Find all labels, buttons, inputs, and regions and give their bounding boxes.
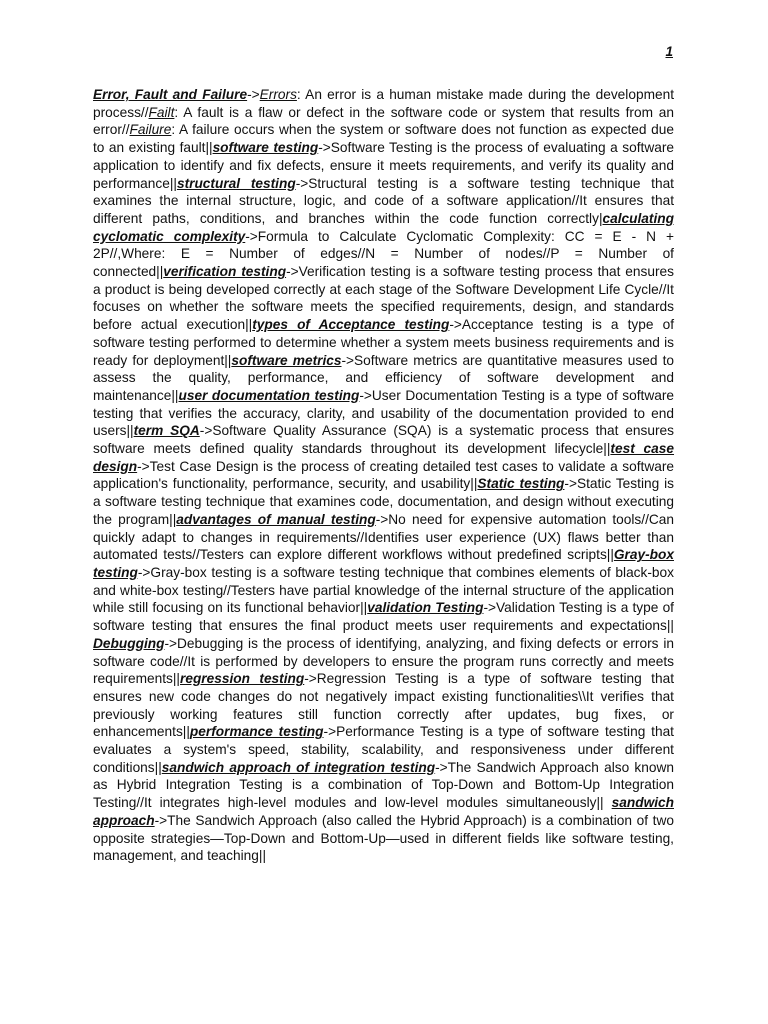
term-heading: calculating cyclomatic complexity [93, 210, 674, 244]
term-heading: Debugging [93, 635, 165, 651]
sub-term: Errors [259, 87, 297, 102]
definition-text: ->Debugging is the process of identifying, analyzing, and fixing defects or errors in software code//It is performed by developers to ensure the program runs correctly and meets requirements|| [93, 635, 674, 687]
term-heading: types of Acceptance testing [252, 317, 450, 333]
definition-text: ->Software Quality Assurance (SQA) is a systematic process that ensures software meets defined quality standards throughout its development lifecycle|| [93, 423, 674, 457]
definition-text: ->Performance Testing is a type of software testing that evaluates a system's speed, stability, scalability, and responsiveness under different conditions|| [93, 724, 674, 775]
definition-text: ->Software Testing is the process of evaluating a software application to identify and fix defects, ensure it meets requirements, and verify its quality and performance|| [93, 140, 674, 191]
term-heading: Gray-box testing [93, 547, 674, 580]
definition-text: ->Formula to Calculate Cyclomatic Complexity: CC = E - N + 2P//,Where: E = Number of edges//N = Number of nodes//P = Number of connected|| [93, 228, 674, 280]
definition-text: ->Structural testing is a software testing technique that examines the internal structure, logic, and code of a software application//It ensures that different paths, conditions, and branches within the code function correctly| [93, 175, 674, 226]
term-heading: sandwich approach of integration testing [161, 759, 436, 775]
term-heading: performance testing [189, 724, 324, 740]
term-heading: term SQA [133, 423, 200, 439]
term-heading: advantages of manual testing [176, 511, 376, 527]
term-heading: Error, Fault and Failure [93, 87, 248, 102]
definition-text: ->The Sandwich Approach also known as Hybrid Integration Testing is a combination of Top-Down and Bottom-Up Integration Testing//It integrates high-level modules and low-level modules simultaneously|| [93, 759, 674, 811]
definition-text: ->Test Case Design is the process of creating detailed test cases to validate a software application's functionality, performance, security, and usability|| [93, 458, 674, 492]
term-heading: test case design [93, 441, 675, 474]
term-heading: regression testing [180, 671, 305, 687]
term-heading: validation Testing [367, 600, 484, 616]
definition-text: ->Acceptance testing is a type of software testing performed to determine whether a system meets business requirements and is ready for deployment|| [93, 317, 674, 368]
definition-text: -> [247, 87, 260, 102]
definition-text: : An error is a human mistake made during the development process// [93, 87, 674, 120]
term-heading: software metrics [231, 352, 342, 368]
definition-text: ->No need for expensive automation tools//Can quickly adapt to changes in requirements//Identifies user experience (UX) flaws better than automated tests//Testers can explore different workflows without predefined scripts|| [93, 511, 674, 563]
document-body-text [93, 86, 674, 865]
definition-text: ->Software metrics are quantitative measures used to assess the quality, performance, and efficiency of software development and maintenance|| [93, 352, 674, 403]
definition-text: : A fault is a flaw or defect in the software code or system that results from an error// [93, 104, 674, 138]
term-heading: software testing [212, 140, 319, 156]
definition-text: ->Gray-box testing is a software testing technique that combines elements of black-box and white-box testing//Testers have partial knowledge of the internal structure of the application while still focusing on its functional behavior|| [93, 564, 674, 616]
definition-text: ->Static Testing is a software testing technique that examines code, documentation, and design without executing the program|| [93, 476, 674, 527]
term-heading: structural testing [176, 175, 296, 191]
term-heading: sandwich approach [93, 795, 674, 828]
definition-text: ->Verification testing is a software testing process that ensures a product is being developed correctly at each stage of the Software Development Life Cycle//It focuses on whether the software meets the specified requirements, design, and standards before actual execution|| [93, 264, 674, 333]
term-heading: user documentation testing [178, 387, 360, 403]
definition-text: : A failure occurs when the system or software does not function as expected due to an existing fault|| [93, 122, 674, 156]
term-heading: Static testing [477, 476, 565, 492]
definition-text: ->The Sandwich Approach (also called the Hybrid Approach) is a combination of two opposite strategies—Top-Down and Bottom-Up—used in different fields like software testing, management, and teaching|| [93, 812, 674, 864]
definition-text: ->Validation Testing is a type of software testing that ensures the final product meets user requirements and expectations|| [93, 600, 674, 634]
definition-text: ->User Documentation Testing is a type of software testing that verifies the accuracy, clarity, and usability of the documentation provided to end users|| [93, 387, 675, 439]
page-number: 1 [665, 44, 673, 59]
term-heading: verification testing [163, 264, 287, 280]
sub-term: Failt [148, 104, 175, 120]
definition-text: ->Regression Testing is a type of software testing that ensures new code changes do not negatively impact existing functionalities\\It verifies that previously working features still function correctly after updates, bug fixes, or enhancements|| [93, 671, 674, 740]
sub-term: Failure [129, 122, 172, 138]
